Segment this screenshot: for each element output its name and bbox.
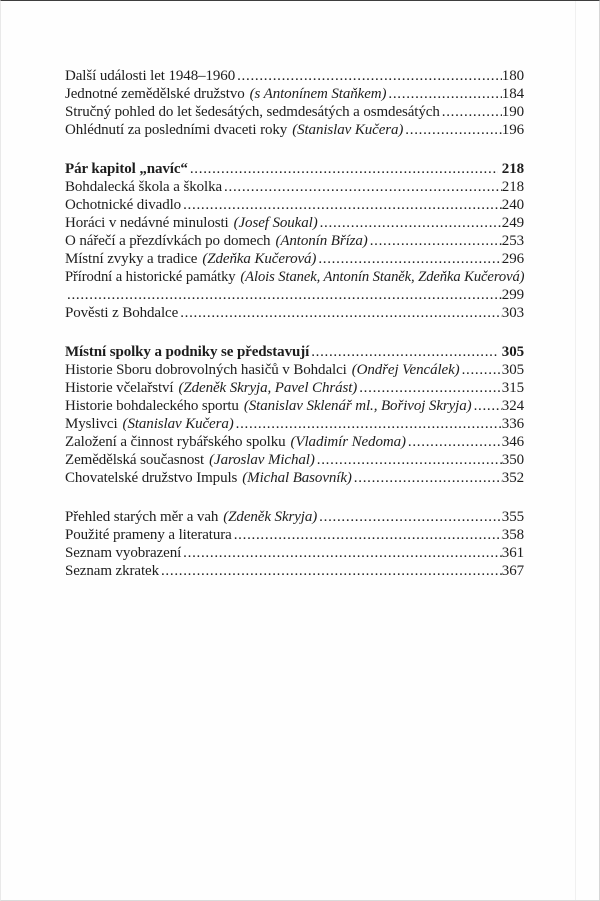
toc-page-number: 305 xyxy=(501,362,524,378)
toc-page-number: 240 xyxy=(501,197,524,213)
toc-entry-authors: (Stanislav Sklenář ml., Bořivoj Skryja) xyxy=(243,398,472,414)
dot-leader xyxy=(65,286,502,304)
toc-page-number: 315 xyxy=(501,380,524,396)
toc-entry xyxy=(65,451,524,469)
toc-entry xyxy=(65,121,524,139)
toc-entry-text xyxy=(65,433,406,451)
toc-entry-title: Seznam zkratek xyxy=(65,563,159,579)
toc-entry xyxy=(65,67,524,85)
toc-group xyxy=(65,160,524,322)
toc-entry-title: Ohlédnutí za posledními dvaceti roky xyxy=(65,122,288,138)
toc-page-number: 346 xyxy=(501,434,524,450)
toc-heading-title: Pár kapitol „navíc“ xyxy=(65,161,188,177)
toc-page-number: 196 xyxy=(501,122,524,138)
toc-entry-authors: (Ondřej Vencálek) xyxy=(351,362,460,378)
toc-entry-title: Myslivci xyxy=(65,416,118,432)
toc-page-number: 367 xyxy=(501,563,524,579)
toc-page-number: 296 xyxy=(501,251,524,267)
table-of-contents xyxy=(65,67,524,580)
toc-entry-authors: (Vladimír Nedoma) xyxy=(290,434,406,450)
toc-entry xyxy=(65,85,524,103)
dot-leader xyxy=(309,343,498,361)
scan-edge-artifact xyxy=(575,1,576,900)
toc-entry-authors: (Alois Stanek, Antonín Staněk, Zdeňka Kučerová) xyxy=(240,269,525,285)
toc-entry-text xyxy=(65,304,178,322)
toc-entry-text xyxy=(65,232,368,250)
dot-leader xyxy=(317,508,502,526)
toc-entry-authors: (Michal Basovník) xyxy=(242,470,352,486)
toc-entry-title: Založení a činnost rybářského spolku xyxy=(65,434,286,450)
toc-section-heading xyxy=(65,160,524,178)
toc-entry xyxy=(65,214,524,232)
dot-leader xyxy=(181,544,502,562)
toc-heading-text xyxy=(65,343,309,361)
toc-entry xyxy=(65,232,524,250)
toc-entry-authors: (Josef Soukal) xyxy=(233,215,318,231)
toc-page-number: 180 xyxy=(501,68,524,84)
toc-entry-title: Zemědělská současnost xyxy=(65,452,205,468)
toc-entry xyxy=(65,268,524,286)
toc-entry-continuation xyxy=(65,286,524,304)
toc-entry xyxy=(65,103,524,121)
toc-entry-authors: (Stanislav Kučera) xyxy=(292,122,404,138)
toc-entry-authors: (Stanislav Kučera) xyxy=(122,416,234,432)
dot-leader xyxy=(222,178,502,196)
toc-section-heading xyxy=(65,343,524,361)
toc-entry-text xyxy=(65,526,232,544)
toc-entry-text xyxy=(65,397,472,415)
toc-entry-authors: (Zdeněk Skryja, Pavel Chrást) xyxy=(178,380,358,396)
toc-entry-title: Horáci v nedávné minulosti xyxy=(65,215,229,231)
toc-heading-title: Místní spolky a podniky se představují xyxy=(65,344,310,360)
toc-entry xyxy=(65,361,524,379)
toc-entry xyxy=(65,196,524,214)
toc-entry-text xyxy=(65,415,234,433)
toc-entry-text xyxy=(65,178,222,196)
toc-entry-text xyxy=(65,562,159,580)
toc-entry-title: Pověsti z Bohdalce xyxy=(65,305,179,321)
toc-entry-title: Seznam vyobrazení xyxy=(65,545,182,561)
toc-entry-title: Přehled starých měr a vah xyxy=(65,509,219,525)
toc-entry-text xyxy=(65,379,357,397)
toc-entry-text xyxy=(65,67,235,85)
dot-leader xyxy=(234,415,502,433)
toc-entry xyxy=(65,562,524,580)
toc-entry-title: Historie včelařství xyxy=(65,380,174,396)
dot-leader xyxy=(386,85,501,103)
dot-leader xyxy=(188,160,498,178)
toc-entry-authors: (Jaroslav Michal) xyxy=(209,452,315,468)
toc-group xyxy=(65,508,524,580)
toc-entry-title: Bohdalecká škola a školka xyxy=(65,179,223,195)
toc-page-number: 324 xyxy=(501,398,524,414)
dot-leader xyxy=(316,250,501,268)
toc-entry xyxy=(65,469,524,487)
toc-entry-text xyxy=(65,214,318,232)
toc-group xyxy=(65,343,524,487)
toc-entry-text xyxy=(65,103,440,121)
toc-entry xyxy=(65,433,524,451)
toc-entry xyxy=(65,508,524,526)
toc-page-number: 184 xyxy=(501,86,524,102)
toc-entry-text xyxy=(65,508,317,526)
toc-entry-text xyxy=(65,544,181,562)
toc-page-number: 218 xyxy=(501,179,524,195)
toc-page-number: 305 xyxy=(501,344,524,360)
dot-leader xyxy=(368,232,502,250)
dot-leader xyxy=(315,451,502,469)
toc-page-number: 355 xyxy=(501,509,524,525)
dot-leader xyxy=(472,397,502,415)
toc-group xyxy=(65,67,524,139)
toc-entry-text xyxy=(65,85,386,103)
toc-entry-title: Použité prameny a literatura xyxy=(65,527,232,543)
dot-leader xyxy=(232,526,502,544)
toc-entry-title: O nářečí a přezdívkách po domech xyxy=(65,233,271,249)
toc-entry-authors: (Zdeňka Kučerová) xyxy=(202,251,317,267)
toc-page-number: 190 xyxy=(501,104,524,120)
toc-entry xyxy=(65,415,524,433)
dot-leader xyxy=(159,562,502,580)
toc-entry-text xyxy=(65,451,315,469)
toc-page-number: 352 xyxy=(501,470,524,486)
toc-entry-authors: (Antonín Bříza) xyxy=(275,233,368,249)
toc-entry-title: Přírodní a historické památky xyxy=(65,269,236,285)
dot-leader xyxy=(318,214,502,232)
toc-page-number: 350 xyxy=(501,452,524,468)
toc-entry xyxy=(65,379,524,397)
dot-leader xyxy=(406,433,502,451)
toc-entry xyxy=(65,250,524,268)
toc-page-number: 358 xyxy=(501,527,524,543)
toc-entry-title: Další události let 1948–1960 xyxy=(65,68,236,84)
toc-entry-title: Historie bohdaleckého sportu xyxy=(65,398,239,414)
toc-entry xyxy=(65,526,524,544)
toc-entry-text xyxy=(65,250,316,268)
dot-leader xyxy=(403,121,502,139)
toc-entry-title: Ochotnické divadlo xyxy=(65,197,182,213)
toc-entry xyxy=(65,178,524,196)
toc-entry-title: Chovatelské družstvo Impuls xyxy=(65,470,238,486)
toc-entry xyxy=(65,304,524,322)
toc-page-number: 249 xyxy=(501,215,524,231)
toc-entry xyxy=(65,544,524,562)
dot-leader xyxy=(178,304,502,322)
toc-entry-text xyxy=(65,121,403,139)
dot-leader xyxy=(352,469,502,487)
dot-leader xyxy=(440,103,502,121)
toc-page-number: 303 xyxy=(501,305,524,321)
dot-leader xyxy=(235,67,502,85)
toc-entry-authors: (s Antonínem Staňkem) xyxy=(249,86,387,102)
toc-page-number: 299 xyxy=(501,287,524,303)
toc-heading-text xyxy=(65,160,188,178)
dot-leader xyxy=(460,361,502,379)
dot-leader xyxy=(357,379,502,397)
toc-entry-title: Místní zvyky a tradice xyxy=(65,251,198,267)
toc-entry-title: Jednotné zemědělské družstvo xyxy=(65,86,245,102)
toc-page-number: 218 xyxy=(501,161,524,177)
toc-page-number: 253 xyxy=(501,233,524,249)
toc-page-number: 361 xyxy=(501,545,524,561)
toc-page-number: 336 xyxy=(501,416,524,432)
toc-entry-text xyxy=(65,196,181,214)
toc-entry-title: Historie Sboru dobrovolných hasičů v Bohdalci xyxy=(65,362,347,378)
toc-entry-text xyxy=(65,469,352,487)
toc-entry-text xyxy=(65,268,525,286)
toc-entry-text xyxy=(65,361,460,379)
dot-leader xyxy=(181,196,502,214)
toc-entry-authors: (Zdeněk Skryja) xyxy=(223,509,318,525)
toc-entry xyxy=(65,397,524,415)
toc-entry-title: Stručný pohled do let šedesátých, sedmdesátých a osmdesátých xyxy=(65,104,440,120)
